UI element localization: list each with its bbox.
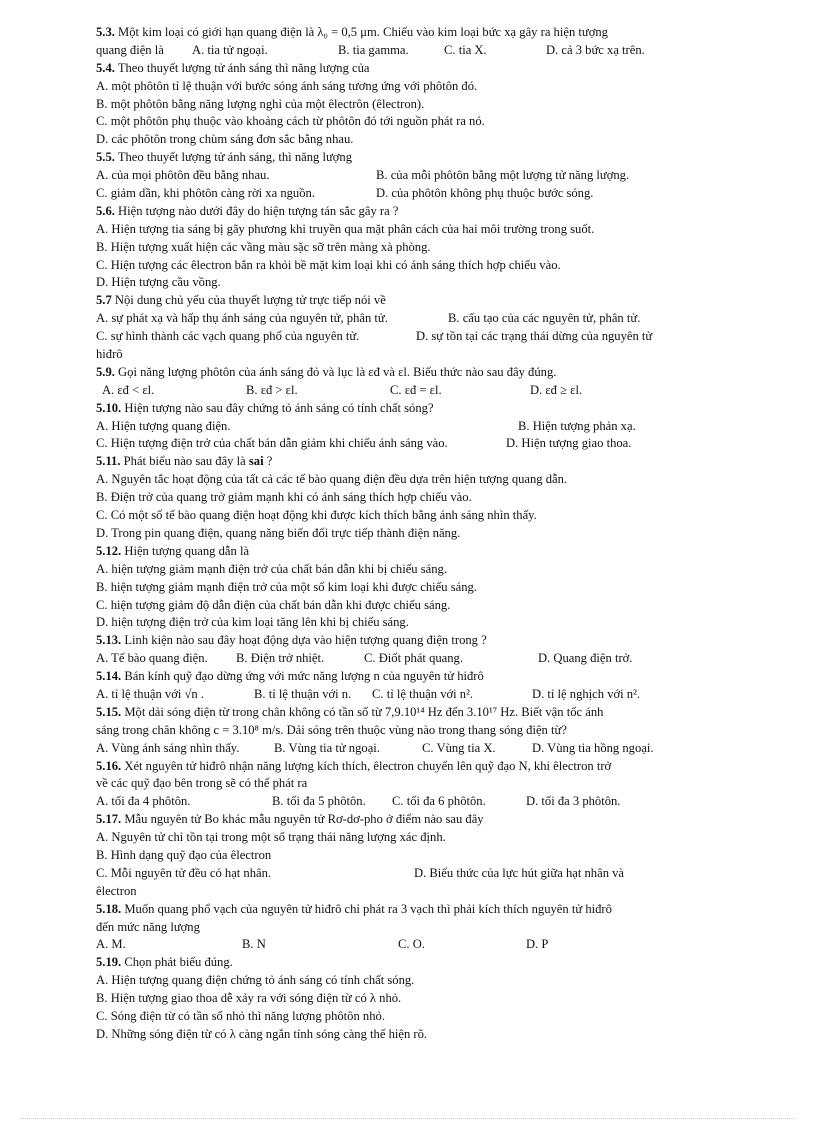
question-5-7-stem: 5.7 Nội dung chủ yếu của thuyết lượng tử trực tiếp nói về [96, 293, 386, 308]
question-5-4-option-d: D. các phôtôn trong chùm sáng đơn sắc bằng nhau. [96, 132, 354, 147]
question-5-6-option-d: D. Hiện tượng cầu vồng. [96, 275, 221, 290]
question-5-6-option-a: A. Hiện tượng tia sáng bị gãy phương khi truyền qua mặt phân cách của hai môi trường trong suốt. [96, 221, 595, 236]
question-5-6-option-b: B. Hiện tượng xuất hiện các vầng màu sặc sỡ trên màng xà phòng. [96, 239, 431, 254]
question-5-19-option-a: A. Hiện tượng quang điện chứng tỏ ánh sáng có tính chất sóng. [96, 973, 415, 988]
question-5-18-options: A. M. B. N C. O. D. P [96, 937, 549, 952]
question-5-7-options-cd: C. sự hình thành các vạch quang phổ của nguyên tử. D. sự tồn tại các trạng thái dừng của nguyên tử [96, 329, 653, 344]
question-5-10-options-ab: A. Hiện tượng quang điện. B. Hiện tượng phản xạ. [96, 418, 636, 433]
question-5-16-stem: 5.16. Xét nguyên tử hiđrô nhận năng lượng kích thích, êlectron chuyển lên quỹ đạo N, khi êlectron trở [96, 758, 612, 773]
question-5-6-option-c: C. Hiện tượng các êlectron bắn ra khỏi bề mặt kim loại khi có ánh sáng thích hợp chiếu vào. [96, 257, 561, 272]
question-5-4-option-b: B. một phôtôn bằng năng lượng nghỉ của một êlectrôn (êlectron). [96, 96, 425, 111]
question-5-6-stem: 5.6. Hiện tượng nào dưới đây do hiện tượng tán sắc gây ra ? [96, 203, 399, 218]
question-5-11-option-b: B. Điện trở của quang trở giảm mạnh khi có ánh sáng thích hợp chiếu vào. [96, 490, 472, 505]
question-5-7-option-d-continued: hiđrô [96, 347, 123, 362]
question-5-18-stem: 5.18. Muốn quang phổ vạch của nguyên tử hiđrô chỉ phát ra 3 vạch thì phải kích thích nguyên tử hiđrô [96, 901, 612, 916]
question-5-12-option-d: D. hiện tượng điện trở của kim loại tăng lên khi bị chiếu sáng. [96, 615, 409, 630]
question-5-10-options-cd: C. Hiện tượng điện trở của chất bán dẫn giảm khi chiếu ánh sáng vào. D. Hiện tượng giao thoa. [96, 436, 632, 451]
question-5-4-option-c: C. một phôtôn phụ thuộc vào khoảng cách từ phôtôn đó tới nguồn phát ra nó. [96, 114, 485, 129]
question-5-17-option-a: A. Nguyên tử chỉ tồn tại trong một số trạng thái năng lượng xác định. [96, 830, 446, 845]
question-5-13-options: A. Tế bào quang điện. B. Điện trở nhiệt. C. Điốt phát quang. D. Quang điện trở. [96, 651, 633, 666]
question-5-12-option-c: C. hiện tượng giảm độ dẫn điện của chất bán dẫn khi được chiếu sáng. [96, 597, 451, 612]
question-5-9-options: A. εđ < εl. B. εđ > εl. C. εđ = εl. D. εđ ≥ εl. [102, 382, 583, 397]
question-5-9-stem: 5.9. Gọi năng lượng phôtôn của ánh sáng đỏ và lục là εđ và εl. Biểu thức nào sau đây đúng. [96, 364, 557, 379]
question-5-4-stem: 5.4. Theo thuyết lượng tử ánh sáng thì năng lượng của [96, 60, 370, 75]
question-5-12-option-a: A. hiện tượng giảm mạnh điện trở của chất bán dẫn khi bị chiếu sáng. [96, 561, 447, 576]
question-5-13-stem: 5.13. Linh kiện nào sau đây hoạt động dựa vào hiện tượng quang điện trong ? [96, 633, 487, 648]
question-5-17-options-cd: C. Mỗi nguyên tử đều có hạt nhân. D. Biểu thức của lực hút giữa hạt nhân và [96, 865, 625, 880]
question-5-15-options: A. Vùng ánh sáng nhìn thấy. B. Vùng tia tử ngoại. C. Vùng tia X. D. Vùng tia hồng ngoại. [96, 740, 654, 755]
question-5-18-stem-continued: đến mức năng lượng [96, 919, 200, 934]
question-5-11-option-c: C. Có một số tế bào quang điện hoạt động khi được kích thích bằng ánh sáng nhìn thấy. [96, 508, 537, 523]
question-5-19-option-d: D. Những sóng điện từ có λ càng ngắn tính sóng càng thể hiện rõ. [96, 1026, 428, 1041]
question-5-15-stem: 5.15. Một dải sóng điện từ trong chân không có tần số từ 7,9.10¹⁴ Hz đến 3.10¹⁷ Hz. Biết vận tốc ánh [96, 704, 604, 719]
question-5-14-stem: 5.14. Bán kính quỹ đạo dừng ứng với mức năng lượng n của nguyên tử hiđrô [96, 669, 484, 684]
question-5-10-stem: 5.10. Hiện tượng nào sau đây chứng tỏ ánh sáng có tính chất sóng? [96, 400, 434, 415]
question-5-19-option-b: B. Hiện tượng giao thoa dễ xảy ra với sóng điện từ có λ nhỏ. [96, 991, 402, 1006]
question-5-11-stem: 5.11. Phát biểu nào sau đây là sai ? [96, 454, 273, 469]
question-5-16-options: A. tối đa 4 phôtôn. B. tối đa 5 phôtôn. C. tối đa 6 phôtôn. D. tối đa 3 phôtôn. [96, 794, 621, 809]
question-5-4-option-a: A. một phôtôn tỉ lệ thuận với bước sóng ánh sáng tương ứng với phôtôn đó. [96, 78, 478, 93]
question-5-15-stem-continued: sáng trong chân không c = 3.10⁸ m/s. Dải sóng trên thuộc vùng nào trong thang sóng điện từ? [96, 722, 567, 737]
worksheet-page [96, 24, 724, 1044]
page-bottom-divider [20, 1118, 796, 1119]
question-5-3-options: quang điện là A. tia tử ngoại. B. tia gamma. C. tia X. D. cả 3 bức xạ trên. [96, 42, 645, 57]
question-5-19-option-c: C. Sóng điện từ có tần số nhỏ thì năng lượng phôtôn nhỏ. [96, 1008, 385, 1023]
question-5-17-option-d-continued: êlectron [96, 883, 137, 898]
question-5-11-option-a: A. Nguyên tắc hoạt động của tất cả các tế bào quang điện đều dựa trên hiện tượng quang dẫn. [96, 472, 568, 487]
question-5-12-option-b: B. hiện tượng giảm mạnh điện trở của một số kim loại khi được chiếu sáng. [96, 579, 477, 594]
question-5-16-stem-continued: về các quỹ đạo bên trong sẽ có thể phát ra [96, 776, 308, 791]
question-5-7-options-ab: A. sự phát xạ và hấp thụ ánh sáng của nguyên tử, phân tử. B. cấu tạo của các nguyên tử, phân tử. [96, 311, 641, 326]
question-5-17-stem: 5.17. Mẫu nguyên tử Bo khác mẫu nguyên tử Rơ-dơ-pho ở điểm nào sau đây [96, 812, 484, 827]
question-5-11-option-d: D. Trong pin quang điện, quang năng biến đổi trực tiếp thành điện năng. [96, 525, 461, 540]
question-5-5-options-cd: C. giảm dần, khi phôtôn càng rời xa nguồn. D. của phôtôn không phụ thuộc bước sóng. [96, 186, 594, 201]
question-5-3-stem: 5.3. Một kim loại có giới hạn quang điện là λ₀ = 0,5 μm. Chiếu vào kim loại bức xạ gây ra hiện tượng [96, 25, 608, 39]
question-5-17-option-b: B. Hình dạng quỹ đạo của êlectron [96, 847, 272, 862]
question-5-5-stem: 5.5. Theo thuyết lượng tử ánh sáng, thì năng lượng [96, 150, 353, 165]
question-5-12-stem: 5.12. Hiện tượng quang dẫn là [96, 543, 250, 558]
question-5-19-stem: 5.19. Chọn phát biểu đúng. [96, 955, 233, 970]
question-5-5-options-ab: A. của mọi phôtôn đều bằng nhau. B. của mỗi phôtôn bằng một lượng tử năng lượng. [96, 168, 630, 183]
question-5-14-options: A. tỉ lệ thuận với √n . B. tỉ lệ thuận với n. C. tỉ lệ thuận với n². D. tỉ lệ nghịch với n². [96, 686, 641, 701]
